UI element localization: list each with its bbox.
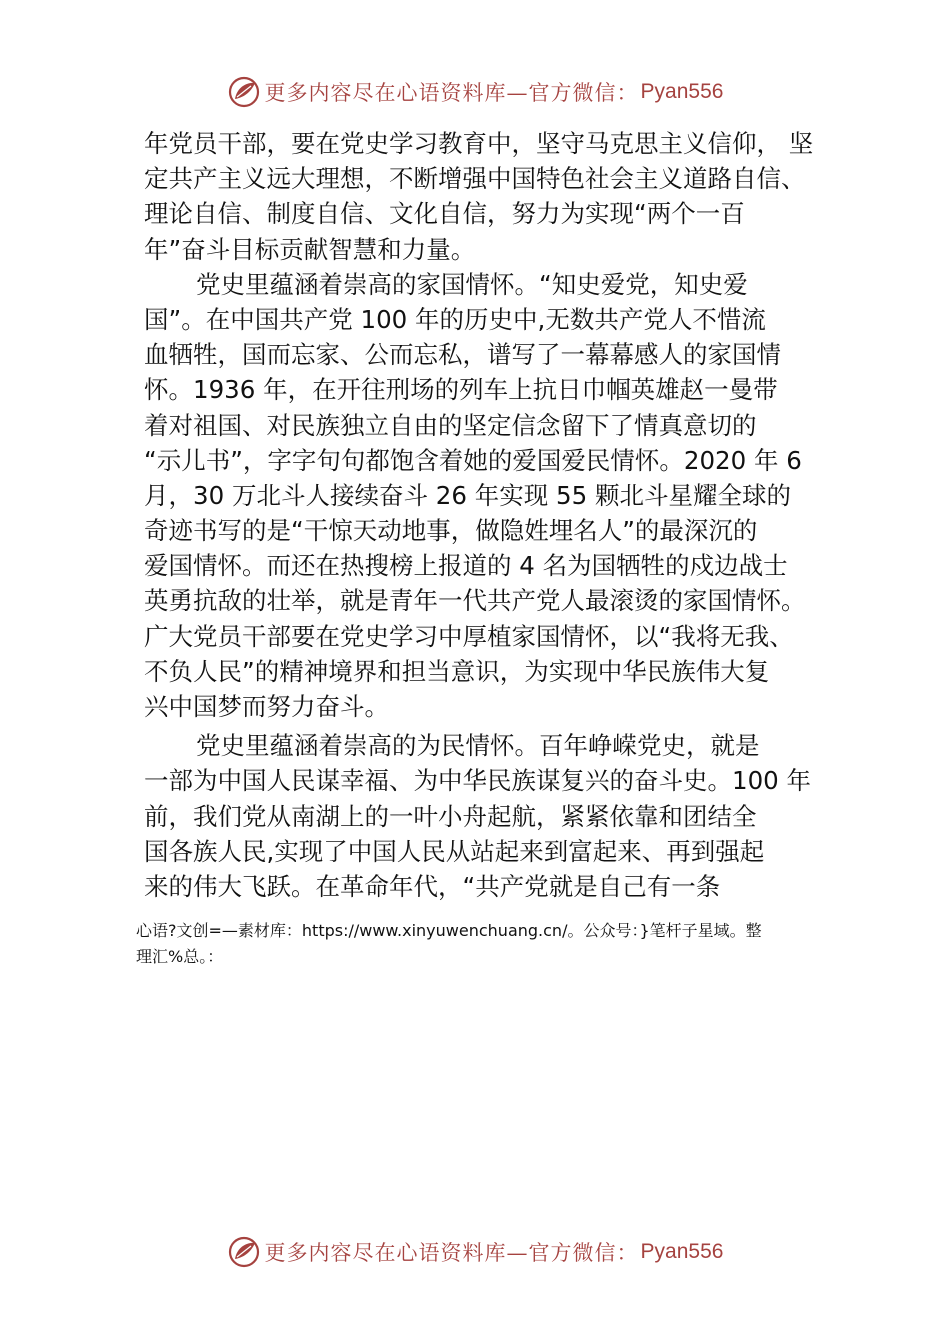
text-line: 党史里蕴涵着崇高的为民情怀。百年峥嵘党史，就是 xyxy=(196,731,760,761)
footer-banner xyxy=(0,1230,950,1274)
banner-wechat-id: Pyan556 xyxy=(640,1240,724,1263)
paragraph xyxy=(144,126,820,267)
text-line: 党史里蕴涵着崇高的家国情怀。“知史爱党，知史爱 xyxy=(196,269,748,299)
text-line: 着对祖国、对民族独立自由的坚定信念留下了情真意切的 xyxy=(144,410,757,440)
text-line: “示儿书”，字字句句都饱含着她的爱国爱民情怀。2020 年 6 xyxy=(144,445,802,475)
banner-text: 更多内容尽在心语资料库—官方微信： xyxy=(264,81,639,105)
banner-wechat-id: Pyan556 xyxy=(640,80,724,103)
text-line: 理论自信、制度自信、文化自信，努力为实现“两个一百 xyxy=(144,199,745,229)
text-line: 不负人民”的精神境界和担当意识，为实现中华民族伟大复 xyxy=(144,656,770,686)
text-line: 怀。1936 年，在开往刑场的列车上抗日巾帼英雄赵一曼带 xyxy=(144,375,778,405)
header-banner xyxy=(0,70,950,114)
text-line: 年”奋斗目标贡献智慧和力量。 xyxy=(144,234,476,264)
text-line: 月，30 万北斗人接续奋斗 26 年实现 55 颗北斗星耀全球的 xyxy=(144,480,791,510)
text-line: 年党员干部，要在党史学习教育中，坚守马克思主义信仰， 坚 xyxy=(144,129,814,158)
leaf-emblem-icon xyxy=(227,1235,261,1269)
text-line: 奇迹书写的是“干惊天动地事，做隐姓埋名人”的最深沉的 xyxy=(144,516,758,546)
text-line: 广大党员干部要在党史学习中厚植家国情怀，以“我将无我、 xyxy=(144,621,794,651)
text-line: 英勇抗敌的壮举，就是青年一代共产党人最滚烫的家国情怀。 xyxy=(144,586,806,616)
text-line: 兴中国梦而努力奋斗。 xyxy=(144,692,389,721)
document-body xyxy=(144,126,820,904)
text-line: 血牺牲，国而忘家、公而忘私，谱写了一幕幕感人的家国情 xyxy=(144,340,781,370)
paragraph xyxy=(144,728,820,904)
banner-text: 更多内容尽在心语资料库—官方微信： xyxy=(264,1241,639,1265)
leaf-emblem-icon xyxy=(227,75,261,109)
text-line: 国”。在中国共产党 100 年的历史中,无数共产党人不惜流 xyxy=(144,304,766,334)
text-line: 一部为中国人民谋幸福、为中华民族谋复兴的奋斗史。100 年 xyxy=(144,766,812,796)
text-line: 来的伟大飞跃。在革命年代，“共产党就是自己有一条 xyxy=(144,871,721,901)
text-line: 定共产主义远大理想，不断增强中国特色社会主义道路自信、 xyxy=(144,164,806,194)
source-note-line: 心语?文创=—素材库：https://www.xinyuwenchuang.cn/。公众号：}笔杆子星域。整 xyxy=(136,921,762,940)
text-line: 国各族人民,实现了中国人民从站起来到富起来、再到强起 xyxy=(144,836,765,866)
paragraph xyxy=(144,267,820,724)
source-note xyxy=(136,918,836,970)
text-line: 前，我们党从南湖上的一叶小舟起航，紧紧依靠和团结全 xyxy=(144,801,757,831)
text-line: 爱国情怀。而还在热搜榜上报道的 4 名为国牺牲的戍边战士 xyxy=(144,551,788,581)
source-note-line: 理汇%总。： xyxy=(136,947,224,966)
